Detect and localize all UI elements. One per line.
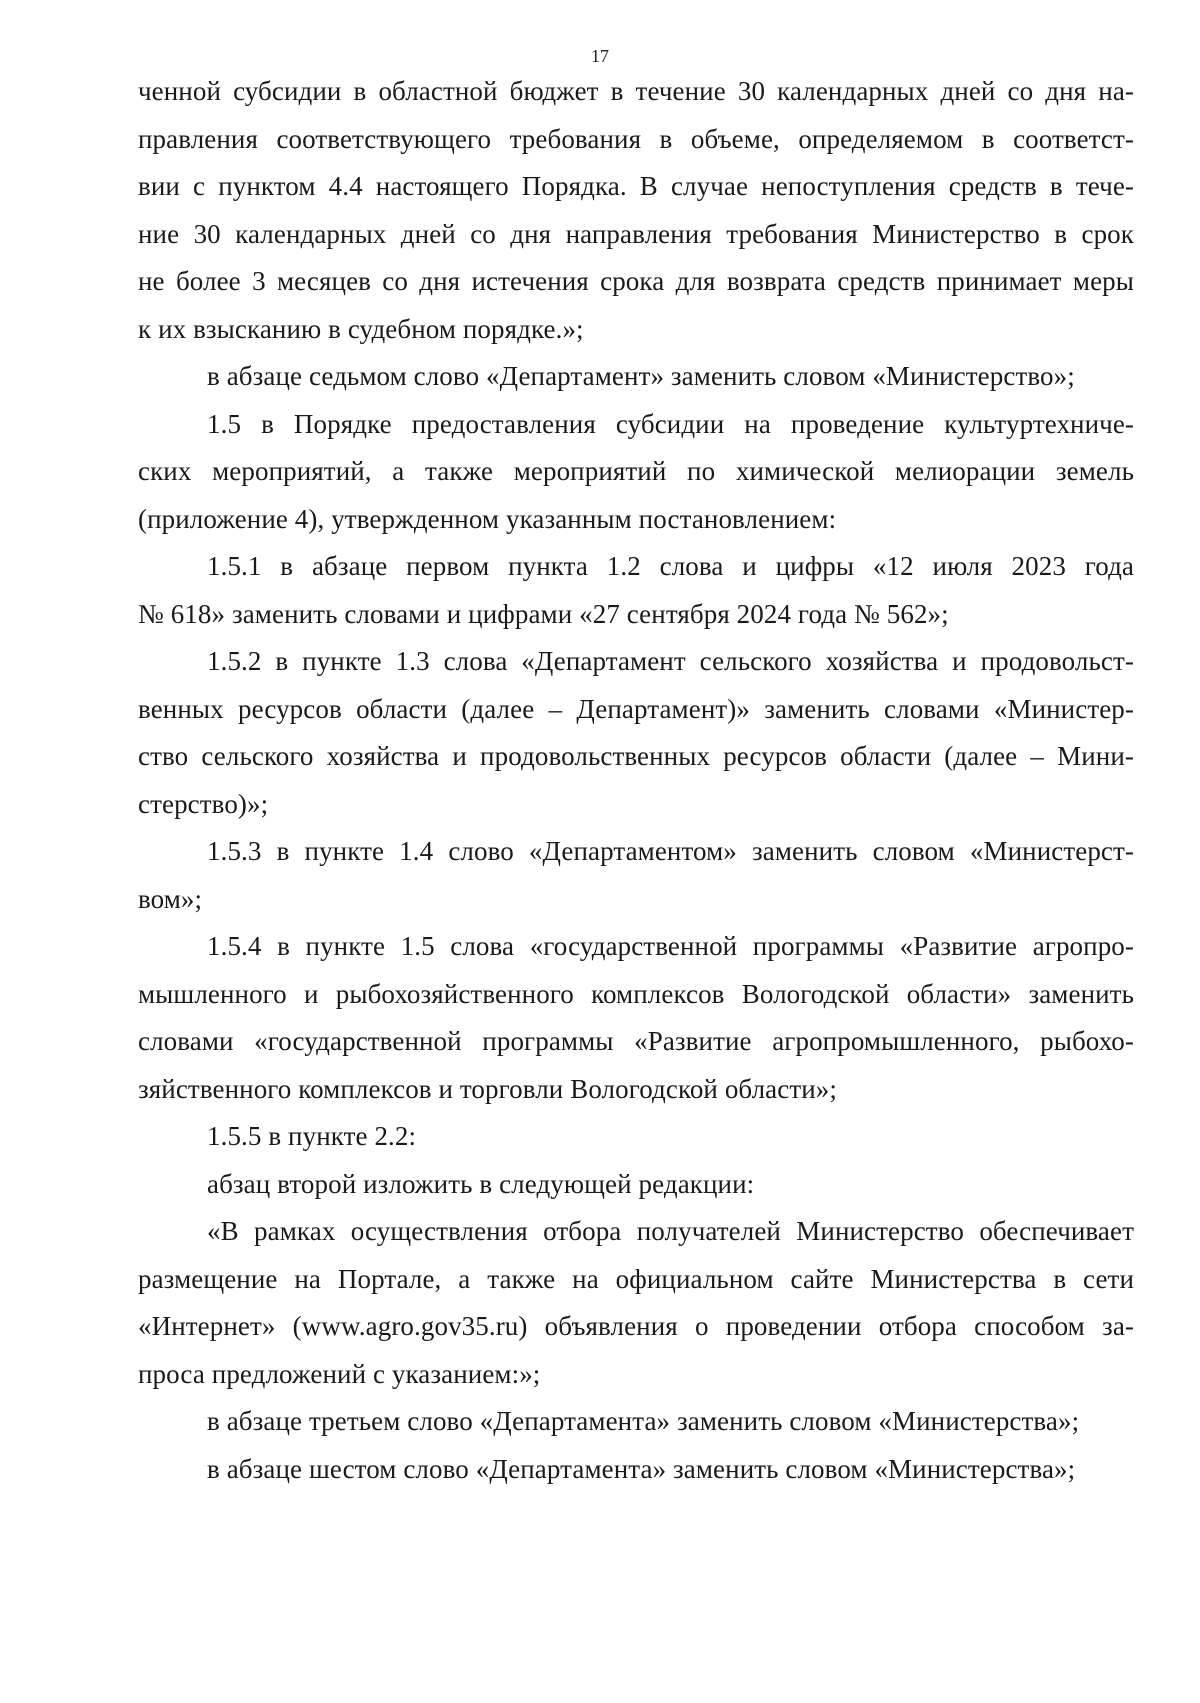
text-line: правления соответствующего требования в объеме, определяемом в соответст- — [138, 123, 1134, 154]
text-line: 1.5.4 в пункте 1.5 слова «государственной программы «Развитие агропро- — [207, 931, 1134, 961]
text-line: № 618» заменить словами и цифрами «27 сентября 2024 года № 562»; — [138, 598, 949, 629]
text-line: 1.5.2 в пункте 1.3 слова «Департамент сельского хозяйства и продовольст- — [207, 646, 1134, 676]
text-line: мышленного и рыбохозяйственного комплексов Вологодской области» заменить — [138, 978, 1134, 1009]
text-line: ние 30 календарных дней со дня направления требования Министерство в срок — [138, 218, 1134, 249]
text-line: ских мероприятий, а также мероприятий по химической мелиорации земель — [138, 456, 1134, 486]
document-body — [138, 68, 1134, 1493]
text-line: «В рамках осуществления отбора получателей Министерство обеспечивает — [207, 1216, 1134, 1246]
text-line: 1.5.5 в пункте 2.2: — [207, 1121, 417, 1151]
text-line: 1.5.3 в пункте 1.4 слово «Департаментом» заменить словом «Министерст- — [207, 836, 1134, 866]
text-line: проса предложений с указанием:»; — [138, 1358, 541, 1389]
text-line: словами «государственной программы «Развитие агропромышленного, рыбохо- — [138, 1026, 1134, 1056]
text-line: к их взысканию в судебном порядке.»; — [138, 313, 584, 344]
text-line: «Интернет» (www.agro.gov35.ru) объявления о проведении отбора способом за- — [138, 1311, 1134, 1341]
text-line: (приложение 4), утвержденном указанным постановлением: — [138, 503, 837, 534]
text-line: 1.5 в Порядке предоставления субсидии на проведение культуртехниче- — [207, 408, 1134, 439]
text-line: зяйственного комплексов и торговли Вологодской области»; — [138, 1073, 837, 1104]
text-line: ство сельского хозяйства и продовольственных ресурсов области (далее – Мини- — [138, 741, 1134, 771]
text-line: 1.5.1 в абзаце первом пункта 1.2 слова и цифры «12 июля 2023 года — [207, 551, 1134, 581]
text-line: в абзаце третьем слово «Департамента» заменить словом «Министерства»; — [207, 1406, 1080, 1436]
text-line: размещение на Портале, а также на официальном сайте Министерства в сети — [138, 1263, 1134, 1294]
text-line: ченной субсидии в областной бюджет в течение 30 календарных дней со дня на- — [138, 76, 1134, 106]
text-line: вом»; — [138, 883, 203, 914]
text-line: стерство)»; — [138, 788, 269, 819]
text-line: не более 3 месяцев со дня истечения срока для возврата средств принимает меры — [138, 266, 1134, 296]
text-line: венных ресурсов области (далее – Департамент)» заменить словами «Министер- — [138, 693, 1134, 724]
text-line: в абзаце шестом слово «Департамента» заменить словом «Министерства»; — [207, 1453, 1076, 1484]
text-line: абзац второй изложить в следующей редакции: — [207, 1168, 755, 1199]
page-number: 17 — [591, 46, 609, 66]
text-line: вии с пунктом 4.4 настоящего Порядка. В случае непоступления средств в тече- — [138, 171, 1134, 201]
text-line: в абзаце седьмом слово «Департамент» заменить словом «Министерство»; — [207, 361, 1075, 391]
